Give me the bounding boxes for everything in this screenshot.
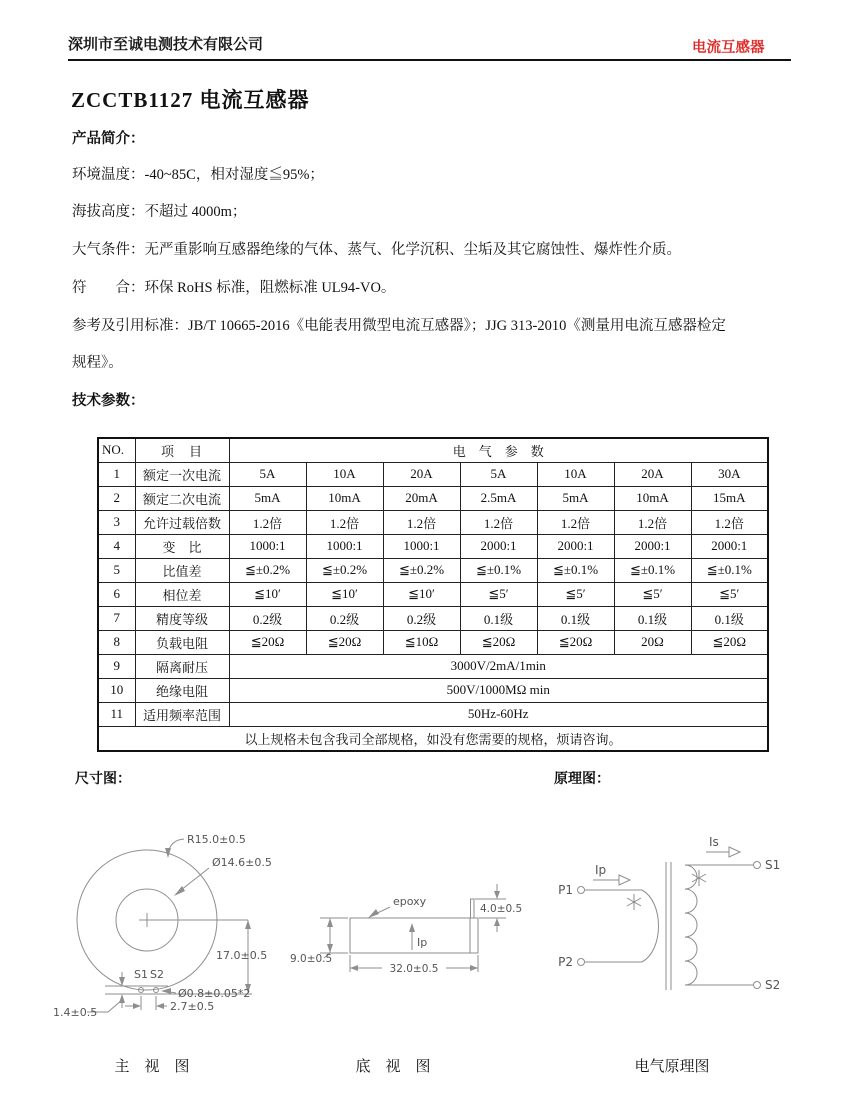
table-cell: ≦±0.1% (614, 558, 691, 582)
primary-winding (578, 887, 659, 966)
table-cell: 比值差 (135, 558, 229, 582)
pin-pitch-label: 2.7±0.5 (170, 1000, 215, 1013)
table-cell: 0.1级 (691, 606, 768, 630)
table-cell: 20mA (383, 486, 460, 510)
is-current-arrow (706, 835, 740, 857)
table-cell: 5mA (537, 486, 614, 510)
outer-radius-label: R15.0±0.5 (187, 833, 246, 846)
p1-terminal-label: P1 (558, 883, 573, 897)
table-cell: 1.2倍 (460, 510, 537, 534)
table-cell: 0.2级 (229, 606, 306, 630)
table-cell: ≦5′ (691, 582, 768, 606)
table-cell: 1.2倍 (383, 510, 460, 534)
header-rule (68, 59, 791, 61)
table-row (98, 606, 768, 630)
table-cell: ≦±0.1% (460, 558, 537, 582)
intro-line-standards: 参考及引用标准：JB/T 10665-2016《电能表用微型电流互感器》；JJG 313-2010《测量用电流互感器检定 (72, 318, 726, 334)
body-height-label: 9.0±0.5 (290, 953, 333, 965)
table-row (98, 630, 768, 654)
table-cell: 10mA (306, 486, 383, 510)
table-cell: ≦±0.2% (306, 558, 383, 582)
secondary-winding (685, 862, 761, 989)
pin-s1-label: S1 (134, 968, 148, 981)
table-cell: 10A (306, 462, 383, 486)
table-cell: ≦10′ (306, 582, 383, 606)
table-cell: 1.2倍 (691, 510, 768, 534)
table-row (98, 678, 768, 702)
schematic-figure-heading: 原理图： (554, 770, 610, 786)
table-cell: ≦10′ (383, 582, 460, 606)
spec-table-body (98, 462, 768, 726)
table-cell: ≦5′ (460, 582, 537, 606)
table-cell: 适用频率范围 (135, 702, 229, 726)
table-cell: 0.2级 (306, 606, 383, 630)
table-cell: 0.1级 (460, 606, 537, 630)
table-cell: 1.2倍 (537, 510, 614, 534)
ip-current-label: Ip (595, 863, 607, 877)
product-category: 电流互感器 (692, 40, 765, 56)
table-cell: 30A (691, 462, 768, 486)
ip-current-arrow (593, 863, 630, 885)
table-cell: 2 (98, 486, 135, 510)
header-cell-no: NO. (98, 438, 135, 462)
is-current-label: Is (709, 835, 719, 849)
outer-radius-dim (165, 833, 246, 858)
table-cell: 1.2倍 (306, 510, 383, 534)
table-row (98, 558, 768, 582)
table-cell: 2000:1 (691, 534, 768, 558)
caption-front-view: 主 视 图 (114, 1059, 190, 1075)
table-cell: 15mA (691, 486, 768, 510)
table-cell: ≦10Ω (383, 630, 460, 654)
epoxy-label: epoxy (393, 895, 427, 908)
table-cell: 3 (98, 510, 135, 534)
table-cell: 额定二次电流 (135, 486, 229, 510)
dimension-figure-heading: 尺寸图： (75, 770, 131, 786)
spec-table-footer (98, 726, 768, 751)
table-cell: 50Hz-60Hz (229, 702, 768, 726)
table-cell: 1.2倍 (614, 510, 691, 534)
table-cell: ≦20Ω (460, 630, 537, 654)
table-cell: 0.2级 (383, 606, 460, 630)
table-cell: 5A (229, 462, 306, 486)
intro-line-compliance: 符 合：环保 RoHS 标准，阻燃标准 UL94-VO。 (72, 280, 396, 296)
s2-terminal-label: S2 (765, 978, 781, 992)
intro-line-environment: 环境温度：-40~85C，相对湿度≦95%； (72, 167, 324, 183)
table-cell: 变 比 (135, 534, 229, 558)
table-cell: ≦10′ (229, 582, 306, 606)
terminal-labels (558, 858, 780, 992)
table-cell: 负载电阻 (135, 630, 229, 654)
table-cell: 2000:1 (537, 534, 614, 558)
table-row (98, 654, 768, 678)
table-cell: 允许过载倍数 (135, 510, 229, 534)
table-cell: ≦20Ω (229, 630, 306, 654)
table-row (98, 702, 768, 726)
table-cell: 5 (98, 558, 135, 582)
table-cell: 20A (383, 462, 460, 486)
table-header-row (98, 438, 768, 462)
table-cell: 1000:1 (383, 534, 460, 558)
inner-diameter-dim (174, 856, 272, 896)
intro-line-standards-cont: 规程》。 (72, 355, 123, 371)
table-cell: 500V/1000MΩ min (229, 678, 768, 702)
pin-labels (134, 968, 164, 981)
transformer-core (666, 862, 671, 990)
header-cell-item: 项 目 (135, 438, 229, 462)
center-height-dim (216, 920, 267, 993)
table-cell: 3000V/2mA/1min (229, 654, 768, 678)
table-row (98, 462, 768, 486)
body-height-dim (290, 918, 348, 965)
inner-diameter-label: Ø14.6±0.5 (212, 856, 272, 869)
table-footer-note: 以上规格未包含我司全部规格，如没有您需要的规格，烦请咨询。 (98, 726, 768, 751)
center-height-label: 17.0±0.5 (216, 949, 268, 962)
pin-length-label: 4.0±0.5 (480, 903, 523, 915)
table-cell: 绝缘电阻 (135, 678, 229, 702)
table-footer-row (98, 726, 768, 751)
company-name: 深圳市至诚电测技术有限公司 (68, 36, 264, 53)
table-cell: ≦5′ (537, 582, 614, 606)
table-cell: 隔离耐压 (135, 654, 229, 678)
document-title: ZCCTB1127 电流互感器 (71, 88, 310, 112)
table-cell: 2.5mA (460, 486, 537, 510)
polarity-mark-secondary (692, 870, 706, 886)
caption-schematic: 电气原理图 (634, 1059, 710, 1075)
polarity-mark-primary (627, 894, 641, 910)
pin-length-dim (475, 884, 522, 932)
table-cell: 11 (98, 702, 135, 726)
table-cell: ≦±0.1% (691, 558, 768, 582)
table-cell: 10mA (614, 486, 691, 510)
s1-terminal-label: S1 (765, 858, 781, 872)
table-cell: 1 (98, 462, 135, 486)
base-thickness-dim (53, 972, 125, 1019)
caption-bottom-view: 底 视 图 (355, 1059, 431, 1075)
table-cell: 精度等级 (135, 606, 229, 630)
body-width-dim (350, 955, 478, 975)
table-cell: ≦20Ω (537, 630, 614, 654)
table-cell: 9 (98, 654, 135, 678)
pin-s2-label: S2 (150, 968, 164, 981)
schematic-drawing (535, 816, 805, 1016)
front-view-drawing (40, 818, 285, 1033)
table-cell: 1000:1 (229, 534, 306, 558)
table-cell: 10A (537, 462, 614, 486)
table-cell: ≦±0.2% (229, 558, 306, 582)
toroid-outline (77, 850, 252, 994)
table-cell: 2000:1 (614, 534, 691, 558)
table-cell: 10 (98, 678, 135, 702)
pin-diameter-label: Ø0.8±0.05*2 (178, 987, 251, 1000)
table-cell: 相位差 (135, 582, 229, 606)
table-cell: 额定一次电流 (135, 462, 229, 486)
table-cell: ≦20Ω (691, 630, 768, 654)
spec-table-head (98, 438, 768, 462)
table-row (98, 486, 768, 510)
intro-line-altitude: 海拔高度：不超过 4000m； (72, 204, 247, 220)
table-cell: ≦±0.2% (383, 558, 460, 582)
header-cell-params: 电 气 参 数 (229, 438, 768, 462)
intro-line-atmosphere: 大气条件：无严重影响互感器绝缘的气体、蒸气、化学沉积、尘垢及其它腐蚀性、爆炸性介质。 (72, 242, 681, 258)
epoxy-callout (368, 895, 427, 918)
table-cell: 5mA (229, 486, 306, 510)
table-row (98, 510, 768, 534)
ip-direction (409, 923, 427, 950)
table-cell: 0.1级 (614, 606, 691, 630)
table-cell: 8 (98, 630, 135, 654)
table-cell: 4 (98, 534, 135, 558)
table-cell: 1000:1 (306, 534, 383, 558)
table-cell: ≦±0.1% (537, 558, 614, 582)
section-params-heading: 技术参数： (72, 393, 145, 409)
table-cell: 5A (460, 462, 537, 486)
table-cell: 1.2倍 (229, 510, 306, 534)
table-cell: 20A (614, 462, 691, 486)
table-row (98, 582, 768, 606)
body-width-label: 32.0±0.5 (389, 963, 439, 975)
table-cell: 2000:1 (460, 534, 537, 558)
table-cell: ≦20Ω (306, 630, 383, 654)
table-cell: ≦5′ (614, 582, 691, 606)
table-cell: 0.1级 (537, 606, 614, 630)
ip-arrow-label: Ip (417, 936, 428, 949)
section-intro-heading: 产品简介： (72, 131, 145, 147)
p2-terminal-label: P2 (558, 955, 573, 969)
table-row (98, 534, 768, 558)
table-cell: 6 (98, 582, 135, 606)
spec-table (97, 437, 769, 752)
table-cell: 7 (98, 606, 135, 630)
base-thickness-label: 1.4±0.5 (53, 1006, 98, 1019)
bottom-view-drawing (290, 878, 560, 1003)
table-cell: 20Ω (614, 630, 691, 654)
